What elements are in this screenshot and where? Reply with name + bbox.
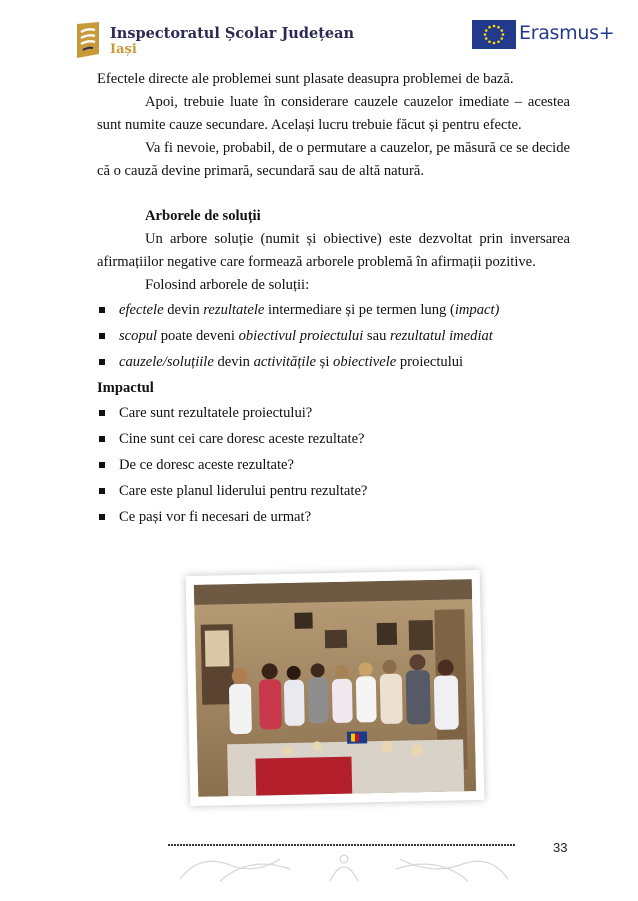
impact-heading: Impactul (97, 380, 154, 396)
list-item: Care este planul liderului pentru rezultate? (97, 478, 570, 504)
page-header (0, 0, 638, 70)
list-item: efectele devin rezultatele intermediare și pe termen lung (impact) (97, 297, 570, 323)
eu-flag-icon (472, 20, 516, 49)
list-item: scopul poate deveni obiectivul proiectului sau rezultatul imediat (97, 323, 570, 349)
bullet-square-icon (99, 462, 105, 468)
page-number: 33 (553, 840, 568, 855)
list-item: De ce doresc aceste rezultate? (97, 452, 570, 478)
impact-list (97, 400, 570, 530)
bullet-square-icon (99, 410, 105, 416)
list-item: Ce pași vor fi necesari de urmat? (97, 504, 570, 530)
paragraph: Efectele directe ale problemei sunt plasate deasupra problemei de bază. (97, 71, 514, 87)
bullet-square-icon (99, 436, 105, 442)
paragraph: Apoi, trebuie luate în considerare cauzele cauzelor imediate – acestea sunt numite cauze secundare. Același lucru trebuie făcut și pentru efecte. (97, 94, 570, 133)
section-heading: Arborele de soluții (145, 208, 261, 224)
solution-list (97, 297, 570, 375)
footer-ornament-icon (160, 835, 528, 887)
group-photo-icon (194, 579, 476, 797)
org-title: Inspectoratul Școlar Județean (110, 25, 355, 42)
bullet-square-icon (99, 514, 105, 520)
photo-frame (186, 570, 485, 806)
paragraph: Va fi nevoie, probabil, de o permutare a cauzelor, pe măsură ce se decide că o cauză devine primară, secundară sau de altă natură. (97, 140, 570, 179)
paragraph: Un arbore soluție (numit și obiective) este dezvoltat prin inversarea afirmațiilor negative care formează arborele problemă în afirmații pozitive. (97, 231, 570, 270)
list-item: Cine sunt cei care doresc aceste rezultate? (97, 426, 570, 452)
isj-logo-icon (74, 20, 102, 60)
bullet-square-icon (99, 359, 105, 365)
org-city: Iași (110, 42, 137, 57)
paragraph: Folosind arborele de soluții: (145, 277, 310, 293)
bullet-square-icon (99, 488, 105, 494)
erasmus-logo-text: Erasmus+ (519, 22, 615, 44)
page-content (97, 68, 570, 530)
list-item: cauzele/soluțiile devin activitățile și obiectivele proiectului (97, 349, 570, 375)
bullet-square-icon (99, 333, 105, 339)
bullet-square-icon (99, 307, 105, 313)
list-item: Care sunt rezultatele proiectului? (97, 400, 570, 426)
